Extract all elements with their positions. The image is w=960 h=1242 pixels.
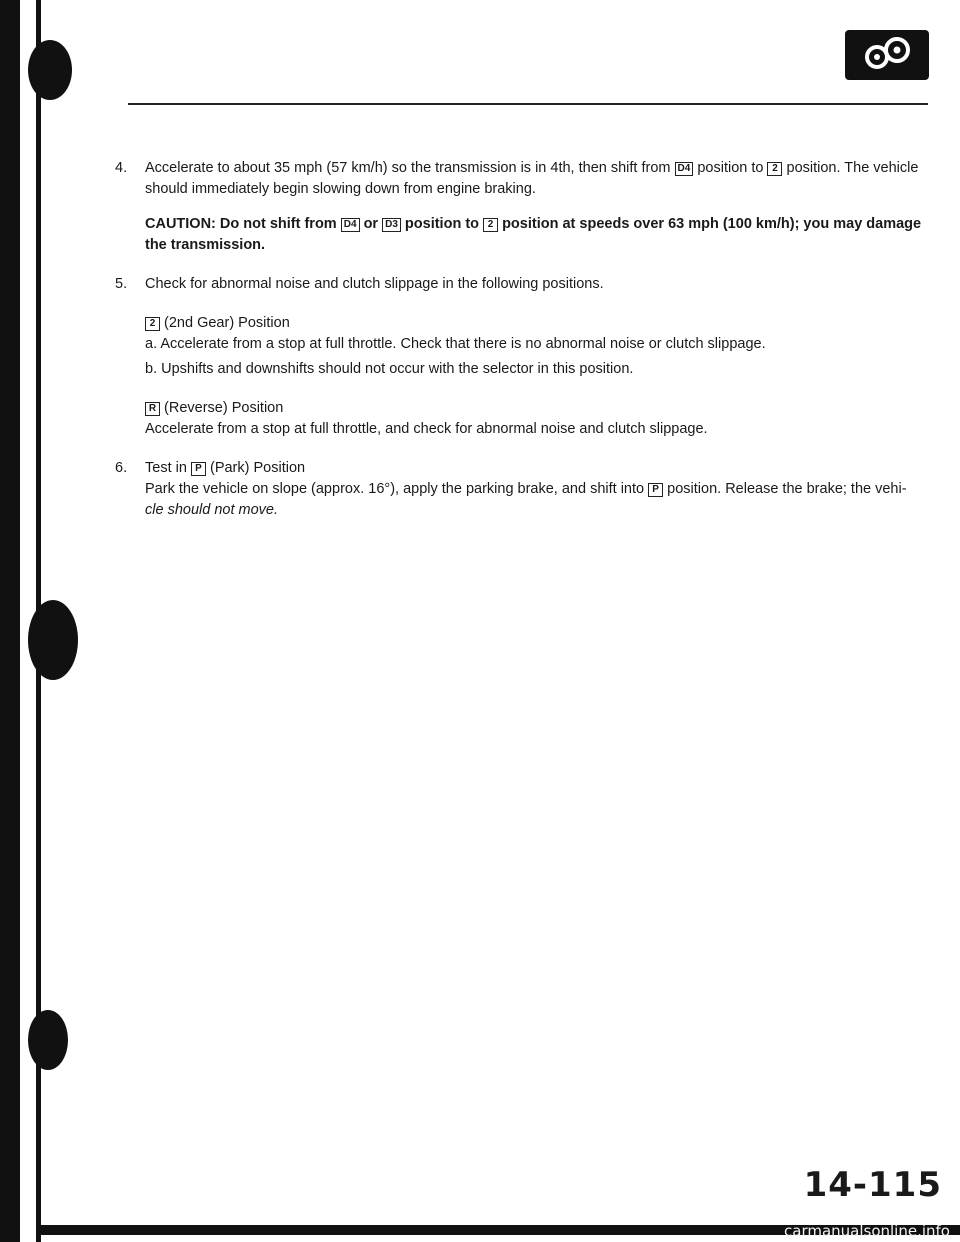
step-5-text: Check for abnormal noise and clutch slippage in the following positions. [145,276,604,292]
reverse-text: Accelerate from a stop at full throttle, and check for abnormal noise and clutch slippage. [145,421,708,437]
scan-blob [28,600,78,680]
step-6 [115,458,935,521]
step-number: 5. [115,276,128,292]
step-number: 6. [115,460,128,476]
step-6-text: Park the vehicle on slope (approx. 16°), apply the parking brake, and shift into P position. Release the brake; the vehi- [145,481,907,497]
step-6-heading: Test in P (Park) Position [145,460,306,476]
gear-d4-badge: D4 [675,162,694,176]
step-6-text-end: cle should not move. [145,502,278,518]
second-gear-heading: 2 (2nd Gear) Position [145,313,935,334]
header-rule [128,103,928,105]
gear-2-badge: 2 [145,317,160,331]
gear-d3-badge: D3 [382,218,401,232]
caution-text: CAUTION: Do not shift from D4 or D3 position to 2 position at speeds over 63 mph (100 km/h); you may damage the transmission. [145,216,922,253]
step-4 [115,158,935,256]
reverse-section [145,398,935,440]
scan-blob [28,40,72,100]
step-4-text: Accelerate to about 35 mph (57 km/h) so the transmission is in 4th, then shift from D4 position to 2 position. The vehicle should immediately begin slowing down from engine braking. [145,160,919,197]
binding-bar [0,0,20,1242]
gear-2-badge: 2 [767,162,782,176]
gear-p-badge: P [648,483,663,497]
gear-p-badge: P [191,462,206,476]
page-number: 14-115 [803,1165,942,1205]
scan-blob [28,1010,68,1070]
second-gear-item-b: b. Upshifts and downshifts should not occur with the selector in this position. [145,361,634,377]
reverse-heading: R (Reverse) Position [145,398,935,419]
gear-d4-badge: D4 [341,218,360,232]
watermark: carmanualsonline.info [784,1222,950,1240]
gear-2-badge: 2 [483,218,498,232]
step-5 [115,274,935,440]
second-gear-item-a: a. Accelerate from a stop at full throttle. Check that there is no abnormal noise or clutch slippage. [145,336,766,352]
step-number: 4. [115,160,128,176]
gear-transmission-icon [845,30,929,80]
gear-r-badge: R [145,402,160,416]
second-gear-section [145,313,935,380]
procedure-content [115,158,935,521]
